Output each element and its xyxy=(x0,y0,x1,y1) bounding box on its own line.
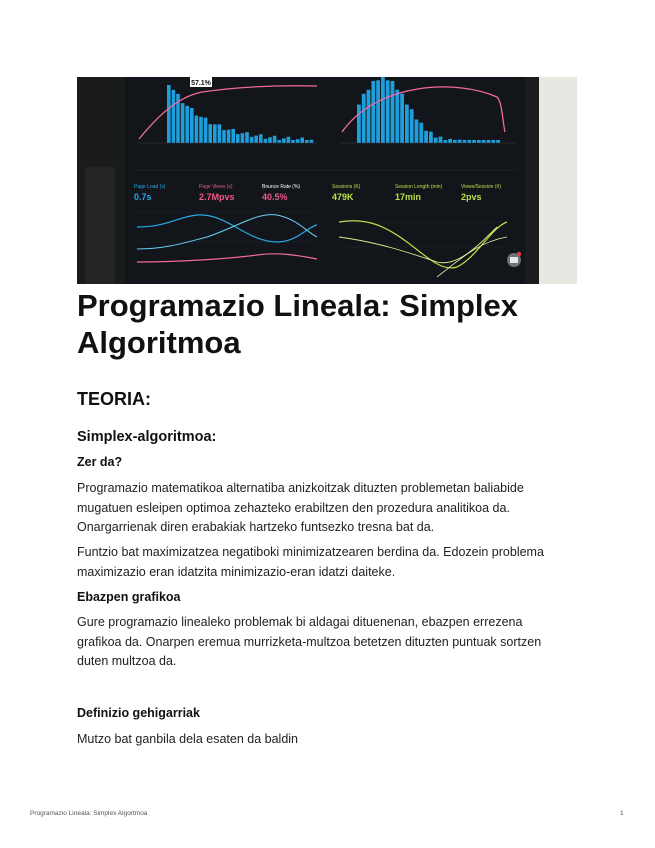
hero-bar xyxy=(400,94,404,143)
document-title: Programazio Lineala: Simplex Algoritmoa xyxy=(77,288,519,360)
hero-bar xyxy=(419,123,423,143)
tooltip-label: 57.1% xyxy=(191,80,211,87)
kpi-value: 40.5% xyxy=(262,192,288,202)
hero-bar xyxy=(310,140,314,143)
hero-bar xyxy=(496,140,500,143)
hero-bar xyxy=(208,124,212,143)
hero-bar xyxy=(227,130,231,143)
hero-bar xyxy=(172,90,176,143)
hero-bar xyxy=(395,90,399,143)
graphic-solution-heading: Ebazpen grafikoa xyxy=(77,590,181,604)
hero-bar xyxy=(231,129,235,143)
kpi-label: Page Load (s) xyxy=(134,184,166,190)
hero-bar xyxy=(273,136,277,143)
hero-bar xyxy=(429,132,433,143)
hero-bar xyxy=(477,140,481,143)
dashboard-illustration xyxy=(77,77,577,284)
hero-bar xyxy=(167,85,171,143)
hero-bar xyxy=(277,140,281,143)
hero-bar xyxy=(487,140,491,143)
definitions-heading: Definizio gehigarriak xyxy=(77,706,200,720)
hero-bar xyxy=(463,140,467,143)
hero-bar xyxy=(448,139,452,143)
hero-bar xyxy=(439,137,443,143)
hero-bar xyxy=(291,140,295,143)
hero-bar xyxy=(367,90,371,143)
hero-bar xyxy=(357,105,361,143)
hero-bar xyxy=(415,119,419,143)
hero-bar xyxy=(287,137,291,143)
hero-bar xyxy=(453,140,457,143)
hero-bar xyxy=(296,139,300,143)
hero-bar xyxy=(381,77,385,143)
hero-bar xyxy=(222,130,226,143)
kpi-value: 2pvs xyxy=(461,192,482,202)
hero-bar xyxy=(236,134,240,143)
section-heading: TEORIA: xyxy=(77,389,151,409)
hero-bar xyxy=(199,117,203,143)
hero-bar xyxy=(443,140,447,143)
hero-bar xyxy=(213,124,217,143)
hero-bar xyxy=(204,118,208,143)
hero-bar xyxy=(241,133,245,143)
kpi-label: Page Views (s) xyxy=(199,184,233,190)
hero-bar xyxy=(386,80,390,143)
hero-bar xyxy=(268,137,272,143)
kpi-label: Views/Session (#) xyxy=(461,184,501,190)
hero-bar xyxy=(282,138,286,143)
hero-bar xyxy=(259,134,263,143)
hero-bar xyxy=(195,116,199,143)
hero-bar xyxy=(218,124,222,143)
paragraph-definition: Programazio matematikoa alternatiba anizkoitzak dituzten problemetan baliabide mugatuen esleipen optimoa zehazteko erabiltzen den prozedura analitikoa da. Onargarrienak diren erabakiak hartzeko funtsezko tresna bat da. xyxy=(77,481,524,534)
kpi-value: 2.7Mpvs xyxy=(199,192,235,202)
footer-title: Programazio Lineala: Simplex Algortmoa xyxy=(30,810,148,817)
hero-bar xyxy=(300,137,304,143)
hero-bar xyxy=(371,81,375,143)
hero-bar xyxy=(424,131,428,143)
hero-bar xyxy=(305,140,309,143)
hero-bar xyxy=(410,109,414,143)
hero-bar xyxy=(245,132,249,143)
hero-bar xyxy=(181,103,185,143)
paragraph-maximization: Funtzio bat maximizatzea negatiboki minimizatzearen berdina da. Edozein problema maximizazio eran idatzita minimizazio-eran idatzi daiteke. xyxy=(77,545,544,579)
paragraph-convex: Mutzo bat ganbila dela esaten da baldin xyxy=(77,732,298,746)
hero-bar xyxy=(376,80,380,143)
subsection-heading: Simplex-algoritmoa: xyxy=(77,429,217,445)
hero-bar xyxy=(264,139,268,143)
hero-bar xyxy=(482,140,486,143)
hero-bar xyxy=(190,108,194,143)
what-heading: Zer da? xyxy=(77,455,123,469)
hero-bar xyxy=(458,140,462,143)
hero-bar xyxy=(362,94,366,143)
paragraph-graphic: Gure programazio linealeko problemak bi aldagai dituenenan, ebazpen errezena grafikoa da. Onarpen eremua murrizketa-multzoa betetzen dituzten puntuak sortzen duten multzoa da. xyxy=(77,615,542,668)
hero-dashboard-image xyxy=(77,77,577,284)
kpi-label: Session Length (min) xyxy=(395,184,443,190)
kpi-value: 479K xyxy=(332,192,354,202)
kpi-value: 17min xyxy=(395,192,422,202)
hero-bar xyxy=(434,138,438,143)
hero-bar xyxy=(405,105,409,143)
hero-bar xyxy=(185,106,189,143)
kpi-value: 0.7s xyxy=(134,192,152,202)
hero-bar xyxy=(491,140,495,143)
hero-bar xyxy=(391,81,395,143)
hero-bar xyxy=(467,140,471,143)
hero-bar xyxy=(254,136,258,143)
hero-bar xyxy=(250,137,254,143)
footer-page-number: 1 xyxy=(620,810,624,817)
kpi-label: Bounce Rate (%) xyxy=(262,184,301,190)
hero-bar xyxy=(472,140,476,143)
kpi-label: Sessions (K) xyxy=(332,184,361,190)
